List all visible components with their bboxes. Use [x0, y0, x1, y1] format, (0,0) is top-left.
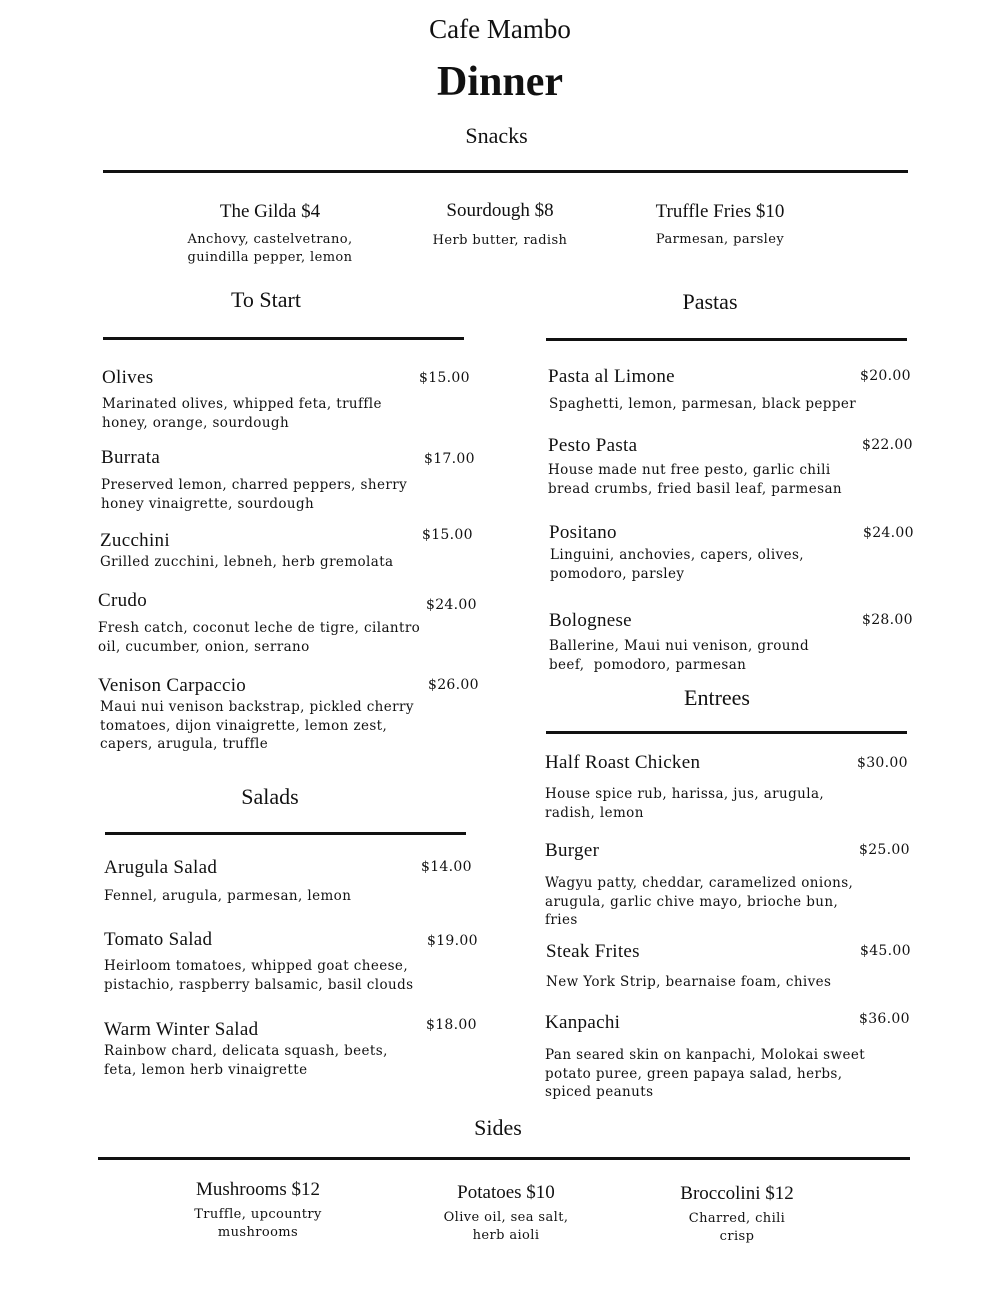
snack-item — [620, 201, 820, 249]
item-price: $22.00 — [862, 437, 913, 453]
item-desc — [546, 973, 926, 992]
item-name: Kanpachi — [545, 1012, 621, 1033]
snack-desc — [620, 231, 820, 249]
sides-divider — [98, 1157, 910, 1160]
entrees-divider — [546, 731, 907, 734]
item-desc-line: Marinated olives, whipped feta, truffle — [102, 396, 382, 412]
item-desc-line: Linguini, anchovies, capers, olives, — [550, 547, 804, 563]
item-desc — [104, 957, 494, 994]
item-desc-line: Maui nui venison backstrap, pickled cherry — [100, 699, 414, 715]
item-price: $14.00 — [421, 859, 472, 875]
item-price: $17.00 — [424, 451, 475, 467]
item-desc — [101, 476, 481, 513]
snack-desc-line: guindilla pepper, lemon — [187, 250, 353, 265]
salads-title: Salads — [241, 784, 299, 809]
item-price: $18.00 — [426, 1017, 477, 1033]
item-desc-line: oil, cucumber, onion, serrano — [98, 638, 310, 655]
item-desc-line: bread crumbs, fried basil leaf, parmesan — [548, 480, 843, 497]
item-desc-line: Fresh catch, coconut leche de tigre, cilantro — [98, 620, 421, 636]
item-price: $25.00 — [859, 842, 910, 858]
item-desc — [549, 637, 929, 674]
snacks-title: Snacks — [465, 123, 528, 148]
item-desc-line: potato puree, green papaya salad, herbs, — [545, 1065, 843, 1082]
item-desc — [98, 619, 488, 656]
menu-title: Dinner — [437, 59, 563, 105]
side-item — [158, 1179, 358, 1242]
item-price: $30.00 — [857, 755, 908, 771]
item-name: Tomato Salad — [104, 929, 213, 950]
item-name: Steak Frites — [546, 941, 640, 962]
item-name: Bolognese — [549, 610, 632, 631]
item-name: Crudo — [98, 590, 147, 611]
item-desc-line: feta, lemon herb vinaigrette — [104, 1061, 308, 1078]
snack-name: Truffle Fries $10 — [655, 201, 785, 222]
item-desc-line: fries — [545, 912, 578, 928]
item-desc-line: Preserved lemon, charred peppers, sherry — [101, 477, 408, 493]
item-desc-line: honey, orange, sourdough — [102, 414, 290, 431]
item-desc-line: House made nut free pesto, garlic chili — [548, 462, 831, 478]
item-desc-line: capers, arugula, truffle — [100, 736, 269, 752]
item-name: Burrata — [101, 447, 161, 468]
item-name: Half Roast Chicken — [545, 752, 701, 773]
item-price: $26.00 — [428, 677, 479, 693]
item-desc-line: Rainbow chard, delicata squash, beets, — [104, 1043, 388, 1059]
side-desc — [637, 1210, 837, 1246]
item-desc-line: tomatoes, dijon vinaigrette, lemon zest, — [100, 717, 388, 734]
item-desc — [104, 1042, 484, 1079]
item-name: Pasta al Limone — [548, 366, 675, 387]
item-desc — [545, 785, 925, 822]
item-desc — [100, 553, 480, 572]
sides-title: Sides — [474, 1115, 522, 1140]
item-name: Arugula Salad — [104, 857, 218, 878]
item-desc — [102, 395, 482, 432]
side-item — [406, 1182, 606, 1245]
snack-desc-line: Parmesan, parsley — [655, 232, 785, 247]
item-desc — [100, 698, 478, 754]
restaurant-name: Cafe Mambo — [429, 14, 571, 44]
item-price: $36.00 — [859, 1011, 910, 1027]
item-desc — [549, 395, 928, 414]
menu-item — [98, 675, 478, 754]
item-desc-line: arugula, garlic chive mayo, brioche bun, — [545, 893, 839, 910]
item-price: $20.00 — [860, 368, 911, 384]
item-name: Pesto Pasta — [548, 435, 638, 456]
item-price: $28.00 — [862, 612, 913, 628]
to-start-divider — [103, 337, 464, 340]
snack-desc — [400, 232, 600, 250]
side-desc-line: Truffle, upcountry — [194, 1207, 322, 1222]
item-desc — [550, 546, 929, 583]
snack-name: Sourdough $8 — [446, 200, 554, 221]
item-desc-line: Wagyu patty, cheddar, caramelized onions, — [545, 875, 854, 891]
snack-item — [400, 200, 600, 250]
item-desc-line: honey vinaigrette, sourdough — [101, 495, 315, 512]
snack-desc — [170, 231, 370, 267]
item-desc-line: Fennel, arugula, parmesan, lemon — [104, 888, 352, 904]
snack-name: The Gilda $4 — [219, 201, 321, 222]
item-desc-line: Spaghetti, lemon, parmesan, black pepper — [549, 396, 857, 412]
side-desc-line: mushrooms — [217, 1225, 299, 1240]
item-desc-line: beef, pomodoro, parmesan — [549, 656, 747, 673]
to-start-title: To Start — [231, 287, 301, 312]
snack-desc-line: Anchovy, castelvetrano, — [187, 232, 353, 247]
item-desc — [548, 461, 928, 498]
side-desc-line: herb aioli — [472, 1228, 540, 1243]
item-desc-line: House spice rub, harissa, jus, arugula, — [545, 786, 825, 802]
item-price: $24.00 — [863, 525, 914, 541]
snacks-divider — [103, 170, 908, 173]
item-desc-line: New York Strip, bearnaise foam, chives — [546, 974, 832, 990]
item-desc-line: Heirloom tomatoes, whipped goat cheese, — [104, 958, 409, 974]
item-desc-line: spiced peanuts — [545, 1084, 654, 1100]
item-price: $24.00 — [426, 597, 477, 613]
side-name: Broccolini $12 — [680, 1183, 794, 1204]
side-desc — [158, 1206, 358, 1242]
entrees-title: Entrees — [684, 685, 750, 710]
side-name: Mushrooms $12 — [195, 1179, 321, 1200]
item-desc-line: radish, lemon — [545, 804, 644, 821]
side-desc-line: crisp — [719, 1229, 755, 1244]
item-price: $19.00 — [427, 933, 478, 949]
snack-item — [170, 201, 370, 267]
snack-desc-line: Herb butter, radish — [432, 233, 568, 248]
side-desc-line: Olive oil, sea salt, — [443, 1210, 569, 1225]
item-price: $15.00 — [419, 370, 470, 386]
pastas-divider — [546, 338, 907, 341]
item-name: Warm Winter Salad — [104, 1019, 259, 1040]
side-name: Potatoes $10 — [457, 1182, 555, 1203]
item-desc-line: pistachio, raspberry balsamic, basil clouds — [104, 976, 414, 993]
item-desc — [104, 887, 484, 906]
side-desc-line: Charred, chili — [688, 1211, 786, 1226]
pastas-title: Pastas — [682, 289, 738, 314]
item-name: Venison Carpaccio — [98, 675, 247, 696]
item-desc-line: Grilled zucchini, lebneh, herb gremolata — [100, 554, 394, 570]
side-desc — [406, 1209, 606, 1245]
item-desc — [545, 874, 925, 930]
item-name: Positano — [549, 522, 617, 543]
item-name: Zucchini — [100, 530, 170, 551]
item-name: Olives — [102, 367, 154, 388]
salads-divider — [105, 832, 466, 835]
item-desc-line: Pan seared skin on kanpachi, Molokai sweet — [545, 1047, 866, 1063]
item-name: Burger — [545, 840, 600, 861]
side-item — [637, 1183, 837, 1246]
item-price: $45.00 — [860, 943, 911, 959]
item-desc-line: Ballerine, Maui nui venison, ground — [549, 638, 810, 654]
item-desc-line: pomodoro, parsley — [550, 565, 685, 582]
item-desc — [545, 1046, 935, 1102]
item-price: $15.00 — [422, 527, 473, 543]
